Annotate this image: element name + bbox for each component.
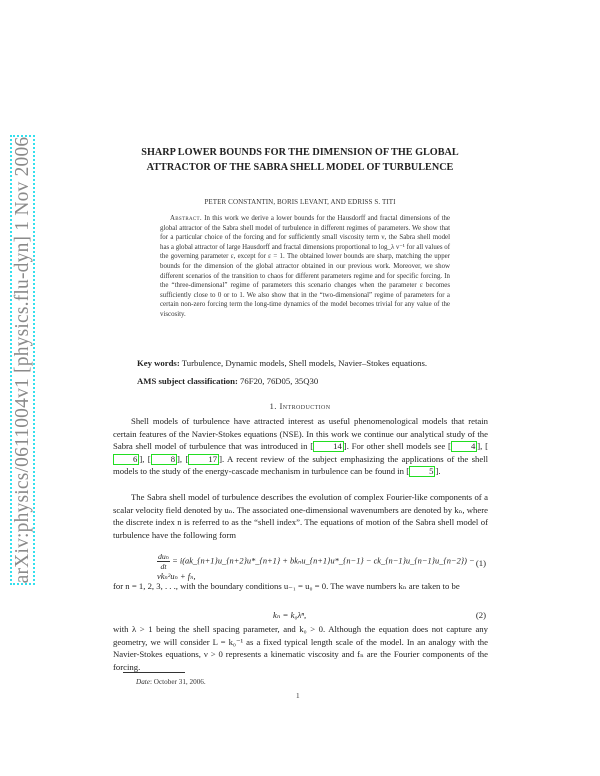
citation-link[interactable]: 5 — [409, 466, 435, 477]
paper-title — [120, 146, 480, 175]
intro-paragraph-3 — [113, 580, 488, 593]
fraction-denominator: dt — [160, 562, 167, 571]
keywords-label: Key words: — [137, 358, 180, 368]
text-span: . A recent review of the subject emphasizing the applications of the shell models to the study of the energy-cascade mechanism in turbulence can be found in — [113, 453, 488, 477]
abstract — [160, 214, 450, 320]
equation-rhs: = i(ak_{n+1}u_{n+2}u*_{n+1} + bkₙu_{n+1}u*_{n−1} − ck_{n−1}u_{n−1}u_{n−2}) − νkₙ²uₙ + fₙ, — [157, 556, 475, 581]
arxiv-stamp — [10, 135, 35, 585]
section-number: 1. — [269, 401, 277, 411]
text-span: . For other shell models see — [346, 441, 449, 452]
ams-label: AMS subject classification: — [137, 376, 238, 386]
paragraph-text: The Sabra shell model of turbulence describes the evolution of complex Fourier-like components of a scalar velocity field denoted by uₙ. The associated one-dimensional wavenumbers are denoted by kₙ, where the discrete index n is referred to as the “shell index”. The equations of motion of the Sabra shell model of turbulence have the following form — [113, 492, 488, 540]
citation-link[interactable]: 6 — [113, 454, 139, 465]
paragraph-text: with λ > 1 being the shell spacing parameter, and k₀ > 0. Although the equation does not capture any geometry, we will consider L = k₀⁻¹ as a fixed typical length scale of the model. In an analogy with the Navier-Stokes equations, ν > 0 represents a kinematic viscosity and fₙ are the Fourier components of the forcing. — [113, 624, 488, 672]
keywords-value: Turbulence, Dynamic models, Shell models, Navier–Stokes equations. — [181, 358, 428, 368]
ams-value: 76F20, 76D05, 35Q30 — [240, 376, 319, 386]
fraction-numerator: duₙ — [158, 552, 169, 561]
authors: PETER CONSTANTIN, BORIS LEVANT, AND EDRISS S. TITI — [204, 198, 396, 206]
keywords — [137, 358, 487, 368]
title-line-1: SHARP LOWER BOUNDS FOR THE DIMENSION OF THE GLOBAL — [141, 147, 459, 158]
text-span: . — [438, 466, 441, 477]
citation-link[interactable]: 8 — [151, 454, 177, 465]
abstract-label: Abstract. — [170, 215, 202, 222]
citation-link[interactable]: 4 — [451, 441, 477, 452]
paragraph-text: for n = 1, 2, 3, . . ., with the boundary conditions u₋₁ = u₀ = 0. The wave numbers kₙ are taken to be — [113, 581, 460, 591]
derivative-fraction — [157, 552, 170, 571]
footnote — [136, 678, 206, 686]
equation-body: kₙ = k₀λⁿ, — [273, 610, 307, 620]
citation-link[interactable]: 17 — [188, 454, 219, 465]
abstract-text: In this work we derive a lower bounds for the Hausdorff and fractal dimensions of the global attractor of the Sabra shell model of turbulence in different regimes of parameters. We show that for a particular choice of the forcing and for sufficiently small viscosity term ν, the Sabra shell model has a global attractor of large Hausdorff and fractal dimensions proportional to log_λ ν⁻¹ for all values of the governing parameter ε, except for ε = 1. The obtained lower bounds are sharp, matching the upper bounds for the dimension of the global attractor obtained in our previous work. Moreover, we show different scenarios of the transition to chaos for different parameters regime and for specific forcing. In the “three-dimensional” regime of parameters this scenario changes when the parameter ε becomes sufficiently close to 0 or to 1. We also show that in the “two-dimensional” regime of parameters for a certain non-zero forcing term the long-time dynamics of the model becomes trivial for any value of the viscosity. — [160, 215, 450, 318]
footnote-rule — [123, 672, 185, 673]
intro-paragraph-4 — [113, 623, 488, 673]
section-title: Introduction — [279, 401, 331, 411]
equation-number: (2) — [475, 610, 486, 620]
text-span: Shell models of turbulence have attracted interest as useful phenomenological models that retain certain features of the Navier-Stokes equations (NSE). In this work we continue our analytical study of the Sabra shell model of turbulence that was introduced in — [113, 416, 488, 452]
page-number: 1 — [296, 692, 300, 700]
title-line-2: ATTRACTOR OF THE SABRA SHELL MODEL OF TURBULENCE — [146, 161, 454, 173]
section-heading — [110, 401, 490, 411]
equation-number: (1) — [475, 558, 486, 568]
footnote-label: Date — [136, 678, 150, 686]
arxiv-identifier: arXiv:physics/0611004v1 [physics.flu-dyn] 1 Nov 2006 — [11, 136, 33, 584]
ams-classification — [137, 376, 487, 386]
footnote-value: : October 31, 2006. — [149, 678, 206, 686]
intro-paragraph-1: Shell models of turbulence have attracted interest as useful phenomenological models that retain certain features of the Navier-Stokes equations (NSE). In this work we continue our analytical study of the Sabra shell model of turbulence that was introduced in [ 14 ]. For other shell models see [ 4 ], [6 ], [ 8 ], [ 17 ]. A recent review of the subject emphasizing the applications of the shell models to the study of the energy-cascade mechanism in turbulence can be found in [ 5 ]. — [113, 416, 489, 477]
citation-link[interactable]: 14 — [313, 441, 344, 452]
intro-paragraph-2 — [113, 491, 488, 541]
